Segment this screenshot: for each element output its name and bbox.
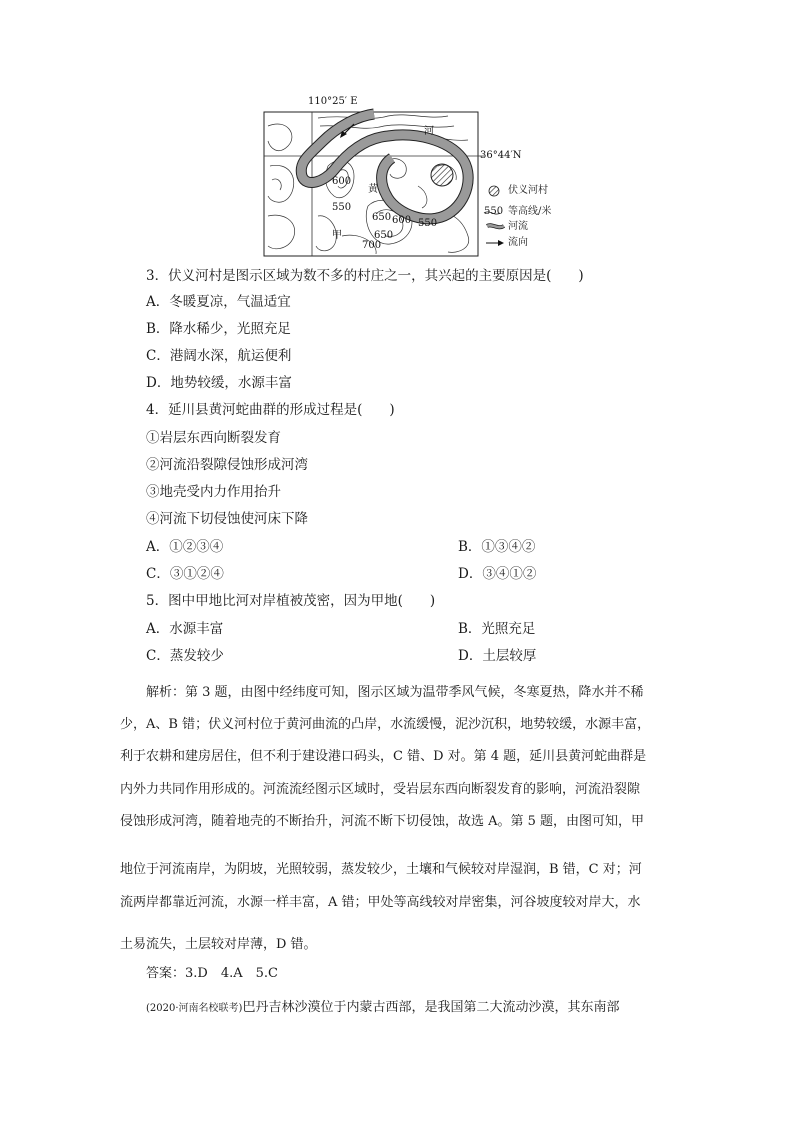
q4-option-a: A．①②③④ — [146, 539, 224, 555]
legend-river-label: 河流 — [508, 221, 528, 232]
map-figure — [258, 96, 588, 258]
analysis-line: 流两岸都靠近河流，水源一样丰富，A 错；甲处等高线较对岸密集，河谷坡度较对岸大，水 — [120, 895, 641, 910]
contour-label: 600 — [392, 215, 412, 226]
next-passage — [146, 996, 676, 1015]
legend-village-icon — [489, 186, 499, 196]
q4-statement-1: ①岩层东西向断裂发育 — [146, 430, 281, 446]
river-label-huang: 黄 — [368, 184, 378, 195]
contour-label: 550 — [418, 218, 438, 229]
legend-village-label: 伏义河村 — [508, 185, 548, 196]
q4-statement-3: ③地壳受内力作用抬升 — [146, 484, 281, 500]
answer-line: 答案：3.D 4.A 5.C — [146, 966, 278, 981]
contour-label: 650 — [374, 230, 394, 241]
contour-label: 650 — [372, 212, 392, 223]
q4-option-d: D．③④①② — [458, 566, 537, 582]
contour-label: 550 — [332, 202, 352, 213]
legend-flow-label: 流向 — [508, 237, 528, 248]
q4-stem: 4．延川县黄河蛇曲群的形成过程是( ) — [146, 402, 395, 418]
q4-option-b: B．①③④② — [458, 539, 536, 555]
land-label-jia: 甲 — [332, 230, 342, 241]
analysis-line: 地位于河流南岸，为阴坡，光照较弱，蒸发较少，土壤和气候较对岸湿润，B 错，C 对；河 — [120, 862, 642, 877]
legend-contour-value: 550 — [484, 206, 504, 217]
q3-option-d: D．地势较缓，水源丰富 — [146, 375, 292, 391]
analysis-line: 土易流失，土层较对岸薄，D 错。 — [120, 937, 317, 952]
q4-option-c: C．③①②④ — [146, 566, 224, 582]
q5-option-b: B．光照充足 — [458, 621, 536, 637]
village-marker — [431, 164, 453, 186]
q3-stem: 3．伏义河村是图示区域为数不多的村庄之一，其兴起的主要原因是( ) — [146, 268, 584, 284]
longitude-label: 110°25′ E — [308, 96, 358, 107]
river-label-he: 河 — [424, 126, 434, 137]
q5-option-a: A．水源丰富 — [146, 621, 224, 637]
latitude-label: 36°44′N — [480, 150, 522, 161]
q3-option-a: A．冬暖夏凉，气温适宜 — [146, 294, 291, 310]
legend-contour-label: 等高线/米 — [508, 206, 552, 217]
analysis-line: 解析：第 3 题，由图中经纬度可知，图示区域为温带季风气候，冬寒夏热，降水并不稀 — [146, 685, 644, 700]
source-tag: (2020·河南名校联考) — [146, 1003, 243, 1014]
passage-text: 巴丹吉林沙漠位于内蒙古西部，是我国第二大流动沙漠，其东南部 — [242, 1000, 620, 1015]
analysis-line: 少，A、B 错；伏义河村位于黄河曲流的凸岸，水流缓慢，泥沙沉积，地势较缓，水源丰富， — [120, 717, 651, 732]
q5-option-c: C．蒸发较少 — [146, 648, 224, 664]
analysis-line: 利于农耕和建房居住，但不利于建设港口码头，C 错、D 对。第 4 题，延川县黄河蛇曲群是 — [120, 749, 647, 764]
q3-option-c: C．港阔水深，航运便利 — [146, 348, 292, 364]
q3-option-b: B．降水稀少，光照充足 — [146, 321, 291, 337]
q4-statement-4: ④河流下切侵蚀使河床下降 — [146, 511, 308, 527]
q5-option-d: D．土层较厚 — [458, 648, 537, 664]
q4-statement-2: ②河流沿裂隙侵蚀形成河湾 — [146, 457, 308, 473]
analysis-line: 内外力共同作用形成的。河流流经图示区域时，受岩层东西向断裂发育的影响，河流沿裂隙 — [120, 782, 641, 797]
q5-stem: 5．图中甲地比河对岸植被茂密，因为甲地( ) — [146, 593, 436, 609]
analysis-line: 侵蚀形成河湾，随着地壳的不断抬升，河流不断下切侵蚀，故选 A。第 5 题，由图可知，甲 — [120, 814, 645, 829]
contour-label: 700 — [362, 240, 382, 251]
map-drawing — [258, 96, 588, 258]
contour-label: 600 — [332, 176, 352, 187]
